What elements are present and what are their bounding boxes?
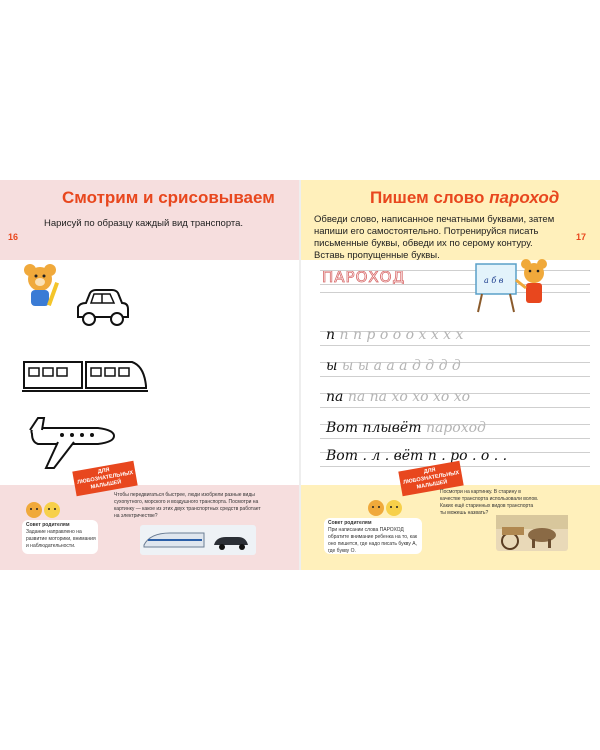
outline-word-lines [320,266,590,298]
train-drawing [20,358,150,394]
writing-row-3 [320,389,590,411]
right-tip-bubble [324,518,422,554]
bears-icon-right [366,498,406,518]
row-3-text: па па па хо хо хо хо [326,389,471,405]
row-5-text: Вот . л . вёт п . ро . о . . [326,448,508,464]
row-1-text: п п п р о о о х х х х [326,327,464,343]
title-word: пароход [489,188,560,207]
right-instruction: Обведи слово, написанное печатными буквами, затем напиши его самостоятельно. Потренируйся писать письменные буквы, обведи их по серому контуру. Вставь пропущенные буквы. [314,214,555,261]
right-page-title [370,188,559,208]
writing-row-1 [320,327,590,349]
right-tip-text: При написании слова ПАРОХОД обратите внимание ребенка на то, как оно пишется, где надо писать букву А, где букву О. [328,527,418,554]
right-tip-title: Совет родителям [328,520,372,526]
transport-photo [140,525,256,555]
title-prefix: Пишем слово [370,188,485,207]
book-spread [0,180,600,570]
car-drawing [74,287,132,333]
right-page-number: 17 [576,232,587,242]
right-page [300,180,600,570]
left-page-number: 16 [8,232,19,242]
ox-cart-photo [496,515,568,551]
bear-mascot-icon [20,262,70,312]
left-tip-title: Совет родителям [26,522,70,528]
bears-icon [24,500,64,520]
board-letters: а б в [484,276,504,285]
teacher-bear-board-icon [472,258,548,314]
writing-row-2 [320,358,590,380]
row-4-text: Вот плывёт пароход [326,420,486,436]
left-tip-bubble [22,520,98,554]
left-page [0,180,300,570]
left-info-text: Чтобы передвигаться быстрее, люди изобрели разные виды сухопутного, морского и воздушного транспорта. Посмотри на картинку — какое из этих двух транспортных средств работает на электричестве? [114,492,261,519]
right-info-text: Посмотри на картинку. В старину в качестве транспорта использовали волов. Каких ещё старинных видов транспорта ты можешь назвать? [440,489,539,516]
left-page-title: Смотрим и срисовываем [62,188,275,207]
row-2-text: ы ы ы а а а д д д д [326,358,461,374]
writing-row-4 [320,420,590,442]
left-instruction: Нарисуй по образцу каждый вид транспорта. [44,218,244,229]
airplane-drawing [28,416,118,472]
outline-word: ПАРОХОД [322,268,406,286]
left-tip-text: Задание направлено на развитие моторики, внимания и наблюдательности. [26,529,96,549]
left-curious-badge: ДЛЯ ЛЮБОЗНАТЕЛЬНЫХ МАЛЫШЕЙ [72,461,137,496]
spine [299,180,301,570]
right-curious-badge: ДЛЯ ЛЮБОЗНАТЕЛЬНЫХ МАЛЫШЕЙ [398,461,463,496]
